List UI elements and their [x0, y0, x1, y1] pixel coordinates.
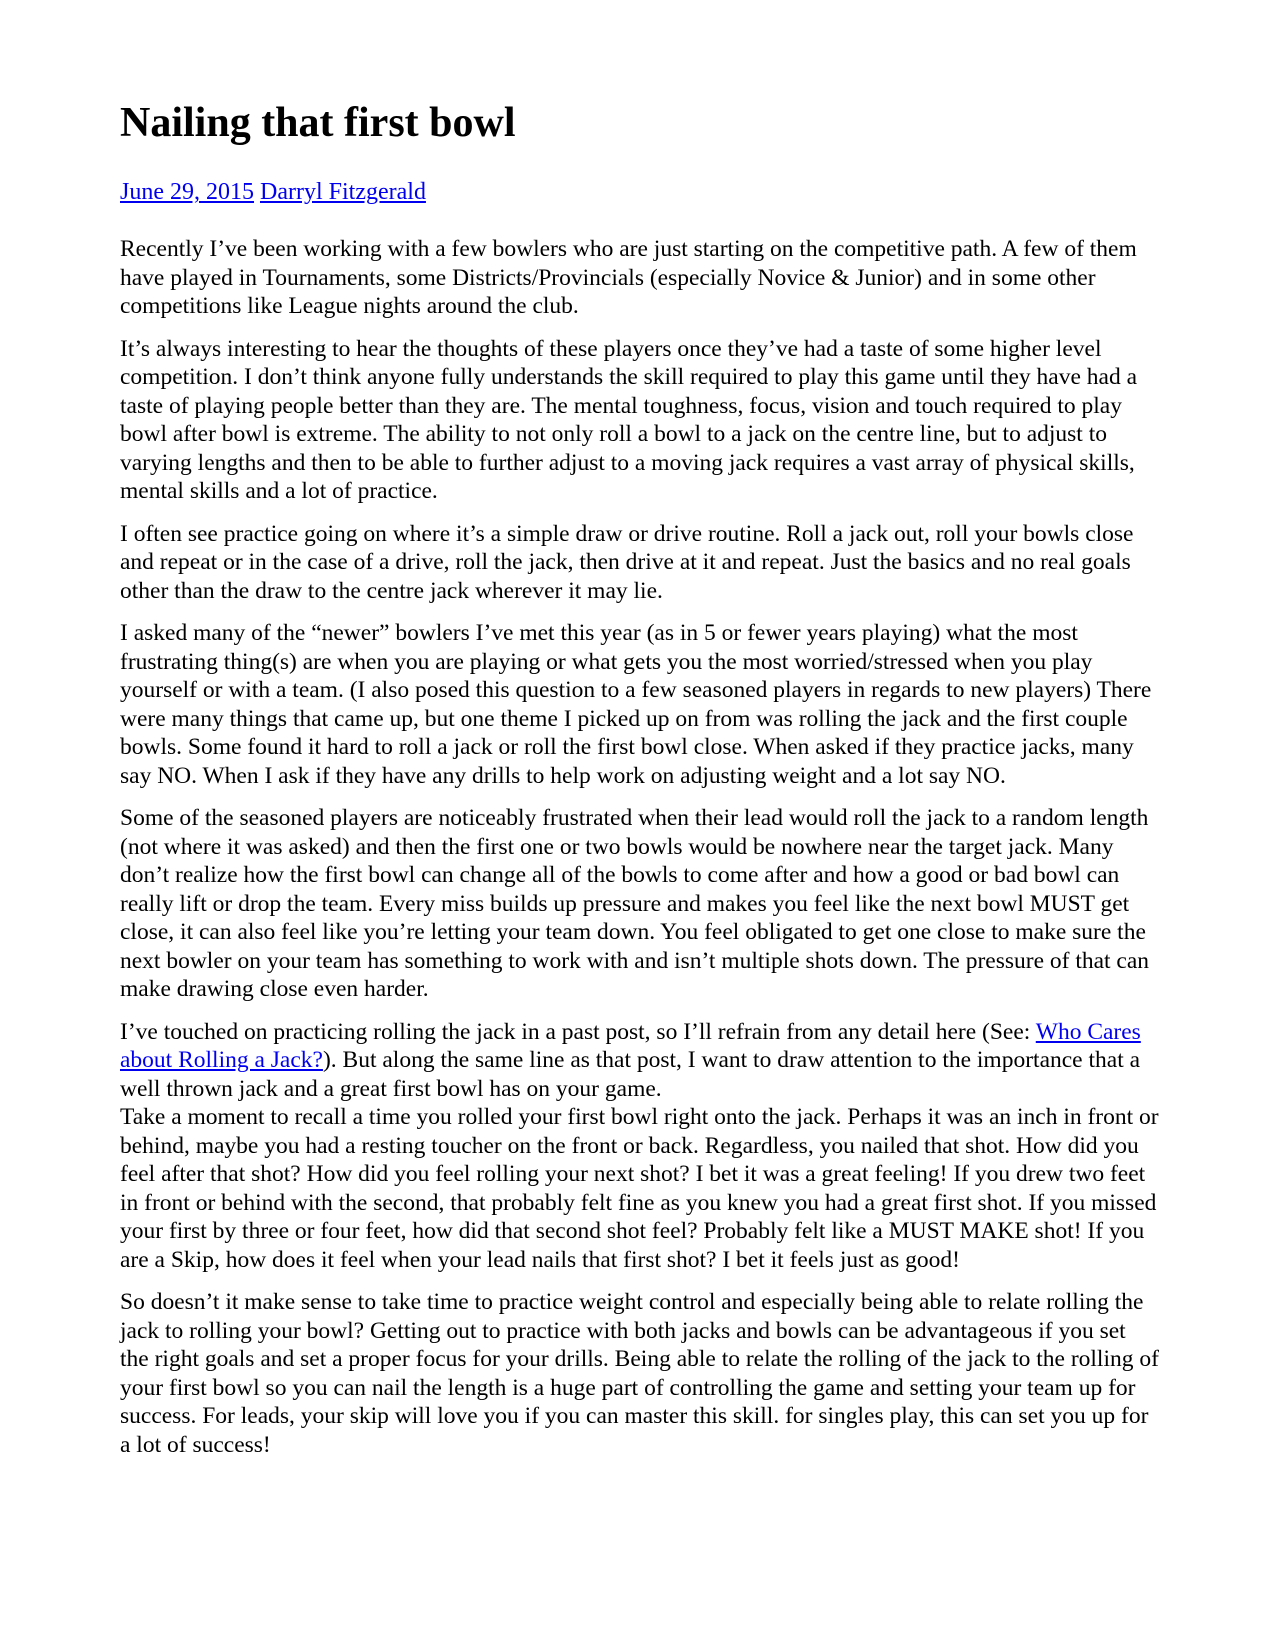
author-link[interactable]: Darryl Fitzgerald	[260, 179, 426, 206]
paragraph-8: So doesn’t it make sense to take time to practice weight control and especially being able to relate rolling the jack to rolling your bowl? Getting out to practice with both jacks and bowls can be advantageous if you set the right goals and set a proper focus for your drills. Being able to relate the rolling of the jack to the rolling of your first bowl so you can nail the length is a huge part of controlling the game and setting your team up for success. For leads, your skip will love you if you can master this skill. for singles play, this can set you up for a lot of success!	[120, 1289, 1159, 1458]
paragraph-6-before: I’ve touched on practicing rolling the jack in a past post, so I’ll refrain from any detail here (See:	[120, 1018, 1036, 1045]
article-title: Nailing that first bowl	[120, 100, 516, 146]
rolling-a-jack-link[interactable]: Who Cares about Rolling a Jack?	[120, 1018, 1141, 1074]
paragraph-4: I asked many of the “newer” bowlers I’ve met this year (as in 5 or fewer years playing) what the most frustrating thing(s) are when you are playing or what gets you the most worried/stressed when you play yourself or with a team. (I also posed this question to a few seasoned players in regards to new players) There were many things that came up, but one theme I picked up on from was rolling the jack and the first couple bowls. Some found it hard to roll a jack or roll the first bowl close. When asked if they practice jacks, many say NO. When I ask if they have any drills to help work on adjusting weight and a lot say NO.	[120, 620, 1152, 789]
date-link[interactable]: June 29, 2015	[120, 179, 254, 206]
article-meta	[120, 178, 1160, 207]
paragraph-5: Some of the seasoned players are noticeably frustrated when their lead would roll the jack to a random length (not where it was asked) and then the first one or two bowls would be nowhere near the target jack. Many don’t realize how the first bowl can change all of the bowls to come after and how a good or bad bowl can really lift or drop the team. Every miss builds up pressure and makes you feel like the next bowl MUST get close, it can also feel like you’re letting your team down. You feel obligated to get one close to make sure the next bowler on your team has something to work with and isn’t multiple shots down. The pressure of that can make drawing close even harder.	[120, 805, 1150, 1003]
article	[120, 98, 1160, 1473]
paragraph-3: I often see practice going on where it’s a simple draw or drive routine. Roll a jack out, roll your bowls close and repeat or in the case of a drive, roll the jack, then drive at it and repeat. Just the basics and no real goals other than the draw to the centre jack wherever it may lie.	[120, 520, 1134, 604]
paragraph-6-after: ). But along the same line as that post, I want to draw attention to the importance that a well thrown jack and a great first bowl has on your game.	[120, 1047, 1141, 1102]
paragraph-2: It’s always interesting to hear the thoughts of these players once they’ve had a taste of some higher level competition. I don’t think anyone fully understands the skill required to play this game until they have had a taste of playing people better than they are. The mental toughness, focus, vision and touch required to play bowl after bowl is extreme. The ability to not only roll a bowl to a jack on the centre line, but to adjust to varying lengths and then to be able to further adjust to a moving jack requires a vast array of physical skills, mental skills and a lot of practice.	[120, 335, 1138, 505]
paragraph-7: Take a moment to recall a time you rolled your first bowl right onto the jack. Perhaps it was an inch in front or behind, maybe you had a resting toucher on the front or back. Regardless, you nailed that shot. How did you feel after that shot? How did you feel rolling your next shot? I bet it was a great feeling! If you drew two feet in front or behind with the second, that probably felt fine as you knew you had a great first shot. If you missed your first by three or four feet, how did that second shot feel? Probably felt like a MUST MAKE shot! If you are a Skip, how does it feel when your lead nails that first shot? I bet it feels just as good!	[120, 1104, 1159, 1273]
paragraph-6	[120, 1018, 1160, 1104]
paragraph-1: Recently I’ve been working with a few bowlers who are just starting on the competitive path. A few of them have played in Tournaments, some Districts/Provincials (especially Novice & Junior) and in some other competitions like League nights around the club.	[120, 236, 1137, 320]
